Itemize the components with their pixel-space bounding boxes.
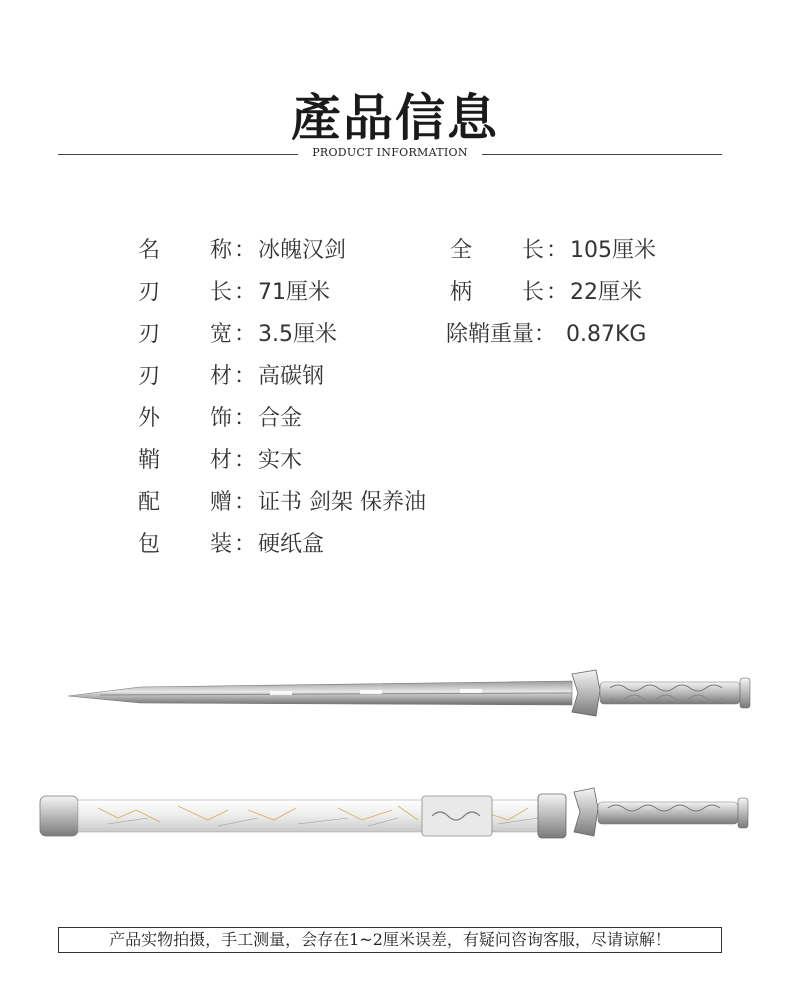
disclaimer-note: 产品实物拍摄，手工测量，会存在1~2厘米误差，有疑问咨询客服，尽请谅解！ bbox=[58, 927, 722, 953]
spec-value: 硬纸盒 bbox=[258, 532, 325, 557]
spec-label-char1: 柄 bbox=[450, 280, 473, 305]
spec-label-char1: 外 bbox=[138, 406, 161, 431]
spec-label-char2: 饰 bbox=[210, 406, 233, 431]
spec-label-char1: 鞘 bbox=[138, 448, 161, 473]
spec-value: 0.87KG bbox=[566, 322, 647, 347]
spec-label-char2: 材 bbox=[210, 448, 233, 473]
spec-colon: ： bbox=[234, 238, 257, 263]
spec-label-char1: 全 bbox=[450, 238, 473, 263]
spec-colon: ： bbox=[534, 322, 557, 347]
spec-label-char1: 刃 bbox=[138, 322, 161, 347]
spec-label-char2: 宽 bbox=[210, 322, 233, 347]
spec-colon: ： bbox=[234, 280, 257, 305]
spec-colon: ： bbox=[546, 238, 569, 263]
spec-label-char2: 装 bbox=[210, 532, 233, 557]
spec-label-char2: 称 bbox=[210, 238, 233, 263]
spec-label-char1: 配 bbox=[138, 490, 161, 515]
spec-label-char1: 包 bbox=[138, 532, 161, 557]
spec-value: 合金 bbox=[258, 406, 303, 431]
spec-blade-material bbox=[138, 362, 428, 392]
spec-accessories bbox=[138, 488, 458, 518]
sword-with-scabbard-image bbox=[38, 784, 760, 844]
spec-value: 冰魄汉剑 bbox=[258, 238, 347, 263]
spec-colon: ： bbox=[234, 364, 257, 389]
sword-image bbox=[60, 660, 760, 730]
spec-packaging bbox=[138, 530, 428, 560]
spec-value: 实木 bbox=[258, 448, 303, 473]
spec-label-char1: 刃 bbox=[138, 280, 161, 305]
page-title: 產品信息 bbox=[291, 88, 499, 147]
spec-label-char2: 长 bbox=[522, 238, 545, 263]
spec-weight bbox=[446, 320, 696, 350]
spec-total-length bbox=[450, 236, 690, 266]
spec-blade-width bbox=[138, 320, 428, 350]
spec-label-char2: 赠 bbox=[210, 490, 233, 515]
spec-blade-length bbox=[138, 278, 428, 308]
spec-label: 除鞘重量 bbox=[446, 322, 535, 347]
page-subtitle: PRODUCT INFORMATION bbox=[312, 146, 468, 159]
spec-colon: ： bbox=[546, 280, 569, 305]
spec-value: 22厘米 bbox=[570, 280, 642, 305]
spec-value: 71厘米 bbox=[258, 280, 330, 305]
spec-colon: ： bbox=[234, 448, 257, 473]
spec-label-char2: 材 bbox=[210, 364, 233, 389]
spec-label-char2: 长 bbox=[522, 280, 545, 305]
spec-value: 105厘米 bbox=[570, 238, 656, 263]
spec-colon: ： bbox=[234, 322, 257, 347]
spec-colon: ： bbox=[234, 406, 257, 431]
spec-name bbox=[138, 236, 428, 266]
spec-value: 高碳钢 bbox=[258, 364, 325, 389]
spec-label-char1: 刃 bbox=[138, 364, 161, 389]
spec-scabbard-material bbox=[138, 446, 428, 476]
spec-value: 3.5厘米 bbox=[258, 322, 337, 347]
spec-colon: ： bbox=[234, 490, 257, 515]
spec-value: 证书 剑架 保养油 bbox=[258, 490, 426, 515]
spec-handle-length bbox=[450, 278, 690, 308]
spec-decoration bbox=[138, 404, 428, 434]
spec-label-char1: 名 bbox=[138, 238, 161, 263]
spec-colon: ： bbox=[234, 532, 257, 557]
subtitle-row bbox=[58, 146, 722, 164]
divider-right bbox=[482, 154, 722, 155]
spec-label-char2: 长 bbox=[210, 280, 233, 305]
